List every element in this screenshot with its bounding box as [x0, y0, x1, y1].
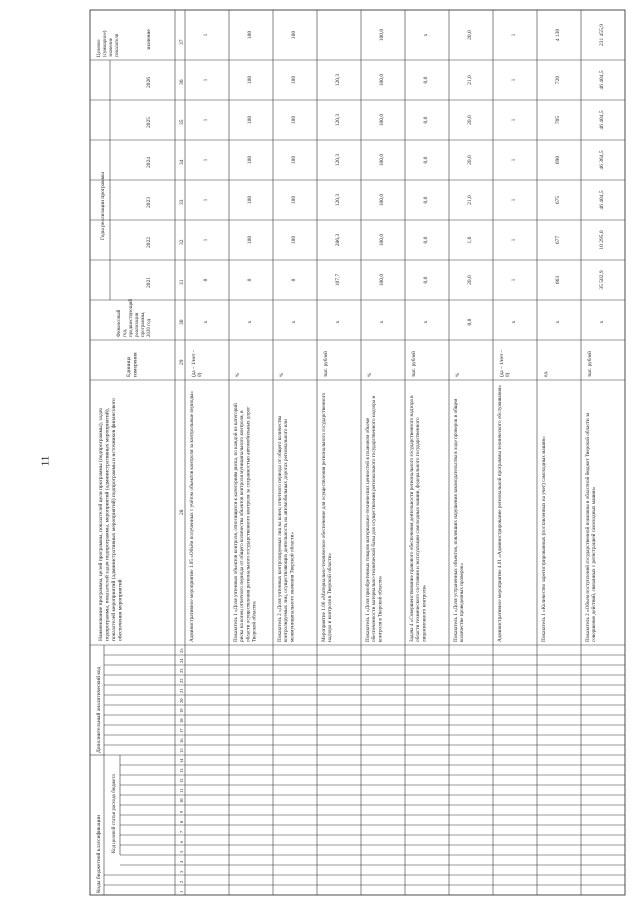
row-unit: 0)	[197, 372, 204, 377]
row-value: 20,0	[467, 115, 473, 125]
colnum: 37	[179, 39, 185, 45]
header-target: значение	[109, 38, 114, 57]
row-name: Административное мероприятие 4.01 «Администрирование региональной программы технического обслуживания»	[497, 384, 503, 642]
row-value: 0,0	[423, 276, 429, 284]
row-name: Показатель 1 «Доля учтенных объектов контроля, относящихся к категориям риска, по каждой из категорий	[233, 403, 239, 642]
colnum-left: 16	[179, 738, 184, 743]
row-unit: %	[235, 372, 241, 377]
row-value: 100,0	[379, 113, 385, 127]
header-target: (суммарное)	[103, 30, 108, 57]
colnum-left: 12	[179, 778, 184, 783]
header-years-group: Годы реализации программы	[100, 172, 106, 240]
row-name: Показатель 1 «Доля устраненных объектов, повлекших нарушения законодательства в ходе проверок в общем	[453, 398, 459, 642]
row-value: 21,0	[467, 195, 473, 205]
colnum-left: 18	[179, 718, 184, 723]
colnum: 29	[179, 359, 185, 365]
colnum-left: 20	[179, 698, 184, 703]
row-unit: тыс. рублей	[411, 351, 417, 377]
colnum-left: 10	[179, 798, 184, 803]
row-name: Показатель 1 «Доля приобретенных товаров материально-технических ценностей в плановом объеме	[365, 417, 371, 642]
row-value: 1	[511, 78, 517, 82]
header-fin-year: Финансовый	[117, 309, 122, 337]
row-fin: х	[291, 320, 297, 324]
colnum-left: 6	[179, 840, 184, 843]
row-target: 231 455,9	[599, 24, 605, 46]
row-value: 120,3	[335, 113, 341, 127]
row-name: обеспеченности материально-технической базы для осуществления регионального государственного надзора и	[371, 395, 378, 642]
row-value: 100	[247, 235, 253, 245]
header-fin-year: 2020 год	[147, 318, 152, 337]
header-unit: Единица	[126, 356, 132, 377]
row-value: 100	[291, 75, 297, 85]
row-value: 46 364,5	[599, 150, 605, 170]
row-value: 1	[511, 198, 517, 202]
row-name: количестве проведенных проверок»	[459, 562, 466, 642]
header-program-name: Наименование программы, целей программы, показателей цели программы (подпрограммы), задач	[98, 408, 104, 641]
colnum: 32	[179, 239, 185, 245]
row-value: 0	[247, 278, 253, 282]
colnum-left: 17	[179, 728, 184, 733]
colnum: 34	[179, 159, 185, 165]
header-csr: Код целевой статьи расхода бюджета	[112, 774, 117, 853]
header-target: показателя	[115, 33, 120, 57]
row-value: 100	[291, 155, 297, 165]
row-value: 1	[203, 78, 209, 82]
row-value: 20,0	[467, 155, 473, 165]
colnum: 33	[179, 199, 185, 205]
header-year-2021: 2021	[146, 277, 152, 288]
colnum-left: 24	[179, 658, 184, 663]
row-fin: х	[423, 320, 429, 324]
header-fin-year: год,	[123, 328, 128, 337]
row-unit: 0)	[505, 372, 512, 377]
colnum-left: 13	[179, 768, 184, 773]
row-value: 100,0	[379, 273, 385, 287]
row-unit: тыс. рублей	[587, 351, 593, 377]
row-value: 1	[511, 118, 517, 122]
row-name: лицензионного контроля»	[421, 584, 428, 642]
row-name: Тверской области»	[251, 600, 258, 642]
header-program-name: показателей мероприятий (административных мероприятий) подпрограммы и источников финансового	[111, 398, 117, 641]
header-value: значение	[146, 29, 152, 50]
header-year-2026: 2026	[146, 77, 152, 88]
header-unit: измерения	[132, 352, 139, 377]
row-name: Показатель 2 «Объем поступлений государственной пошлины в областной бюджет Тверской области за	[585, 412, 591, 642]
row-value: 663	[555, 275, 561, 285]
colnum-left: 21	[179, 688, 184, 693]
row-value: 100	[247, 115, 253, 125]
row-value: 0	[203, 278, 209, 282]
row-value: 46 404,5	[599, 190, 605, 210]
row-value: 100,0	[379, 233, 385, 247]
row-value: 10 295,0	[599, 230, 605, 250]
colnum-left: 7	[179, 830, 184, 833]
colnum-left: 5	[179, 850, 184, 853]
row-value: 21,0	[467, 75, 473, 85]
colnum: 36	[179, 79, 185, 85]
header-fin-year: предшествующий	[129, 298, 134, 337]
row-value: 720	[555, 75, 561, 85]
row-unit: %	[367, 372, 373, 377]
row-name: совершение действий, связанных с регистрацией самоходных машин»	[591, 486, 598, 642]
header-kbk: Коды бюджетной классификации	[96, 815, 102, 893]
row-value: 0,0	[423, 196, 429, 204]
colnum-left: 23	[179, 668, 184, 673]
header-year-2022: 2022	[146, 237, 152, 248]
row-target: 100	[247, 30, 253, 40]
row-value: 107,7	[335, 273, 341, 287]
row-value: 1,6	[467, 236, 473, 244]
colnum-left: 2	[179, 880, 184, 883]
row-name: контроля в Тверской области»	[377, 575, 384, 642]
row-name: Мероприятие 1.06 «Материально-техническое обеспечение для осуществления регионального государственного	[321, 392, 327, 642]
header-year-2024: 2024	[146, 157, 152, 168]
header-year-2025: 2025	[146, 117, 152, 128]
row-value: 46 404,5	[599, 70, 605, 90]
row-fin: х	[555, 320, 561, 324]
colnum-left: 14	[179, 758, 184, 763]
row-name: Показатель 1 «Количество зарегистрированных (поставленных на учет) самоходных машин»	[541, 436, 547, 642]
colnum-left: 4	[179, 860, 184, 863]
row-value: 100	[291, 115, 297, 125]
row-value: 100	[291, 235, 297, 245]
header-year-2023: 2023	[146, 197, 152, 208]
row-target: 20,0	[467, 30, 473, 40]
row-target: 100	[291, 30, 297, 40]
row-value: 0	[291, 278, 297, 282]
colnum-left: 19	[179, 708, 184, 713]
row-name: риска на конец отчетного периода от общего количества объектов контроля муниципального контроля, в	[239, 410, 246, 642]
row-value: 1	[203, 198, 209, 202]
row-value: 286,3	[335, 233, 341, 247]
row-fin: х	[335, 320, 341, 324]
row-name: области технического состояния и эксплуатации самоходных машин, федерального государственного	[415, 417, 422, 642]
row-value: 100,0	[379, 73, 385, 87]
row-value: 100	[291, 195, 297, 205]
colnum-name: 28	[179, 509, 185, 515]
row-name: контролируемых лиц, осуществляющих деятельность на автомобильных дорогах регионального или	[283, 419, 290, 642]
row-value: 100,0	[379, 153, 385, 167]
header-program-name: подпрограммы, показателей задач подпрограммы, мероприятий (административных мероприятий),	[104, 408, 111, 641]
row-fin: х	[203, 320, 209, 324]
header-fin-year: реализации	[135, 312, 140, 337]
row-value: 0,0	[423, 76, 429, 84]
row-value: 20,0	[467, 275, 473, 285]
row-target: 4 130	[555, 28, 561, 42]
row-value: 100	[247, 155, 253, 165]
row-target: 1	[203, 33, 209, 37]
header-fin-year: программы,	[141, 311, 146, 337]
row-value: 0,0	[423, 116, 429, 124]
colnum-left: 9	[179, 810, 184, 813]
row-value: 1	[203, 238, 209, 242]
colnum: 35	[179, 119, 185, 125]
row-value: 1	[511, 158, 517, 162]
row-value: 675	[555, 195, 561, 205]
colnum-left: 3	[179, 870, 184, 873]
row-value: 120,3	[335, 193, 341, 207]
colnum-left: 22	[179, 678, 184, 683]
row-value: 120,3	[335, 153, 341, 167]
row-value: 677	[555, 235, 561, 245]
colnum-left: 8	[179, 820, 184, 823]
row-name: Показатель 2 «Доля учтенных контролируемых лиц на конец отчетного периода от общего количества	[277, 415, 283, 642]
colnum-left: 15	[179, 748, 184, 753]
row-value: 100	[247, 75, 253, 85]
row-value: 690	[555, 155, 561, 165]
row-name: области осуществления регионального государственного контроля за сохранностью автомобильных дорог	[245, 406, 252, 642]
row-name: надзора и контроля в Тверской области»	[327, 552, 334, 642]
row-target: 1	[511, 33, 517, 37]
row-value: 0,0	[423, 156, 429, 164]
row-target: 100,0	[379, 28, 385, 42]
row-fin: х	[379, 320, 385, 324]
row-target: х	[423, 33, 429, 37]
row-name: межмуниципального значения Тверской области»	[289, 532, 296, 642]
row-fin: 0,0	[467, 318, 473, 326]
header-target: Целевое	[97, 39, 102, 57]
row-value: 0,0	[423, 236, 429, 244]
colnum-left: 11	[179, 788, 184, 793]
row-unit: %	[279, 372, 285, 377]
row-unit: (да – 1/нет –	[499, 349, 505, 377]
row-fin: х	[247, 320, 253, 324]
row-unit: (да – 1/нет –	[191, 349, 197, 377]
colnum: 31	[179, 279, 185, 285]
row-value: 705	[555, 115, 561, 125]
row-fin: х	[599, 320, 605, 324]
row-fin: х	[511, 320, 517, 324]
row-value: 1	[511, 238, 517, 242]
header-additional-code: Дополнительный аналитический код	[96, 666, 102, 753]
row-value: 35 502,9	[599, 270, 605, 290]
row-unit: %	[455, 372, 461, 377]
colnum-left: 1	[179, 890, 184, 893]
row-value: 120,3	[335, 73, 341, 87]
row-value: 46 404,5	[599, 110, 605, 130]
header-program-name: обеспечения мероприятий	[117, 579, 124, 641]
row-value: 1	[511, 278, 517, 282]
row-name: Административное мероприятие 1.05 «Объём полученных с учётом объектов контроля за контрольные периоды»	[189, 391, 195, 642]
row-unit: ед.	[543, 370, 549, 377]
row-value: 1	[203, 118, 209, 122]
row-value: 100,0	[379, 193, 385, 207]
row-value: 1	[203, 158, 209, 162]
row-name: Задача 4 «Совершенствование правового обеспечения деятельности регионального государственного надзора в	[409, 395, 415, 642]
page-number: 11	[39, 455, 52, 467]
row-value: 100	[247, 195, 253, 205]
colnum-left: 25	[179, 648, 184, 653]
colnum: 30	[179, 319, 185, 325]
row-unit: тыс. рублей	[323, 351, 329, 377]
